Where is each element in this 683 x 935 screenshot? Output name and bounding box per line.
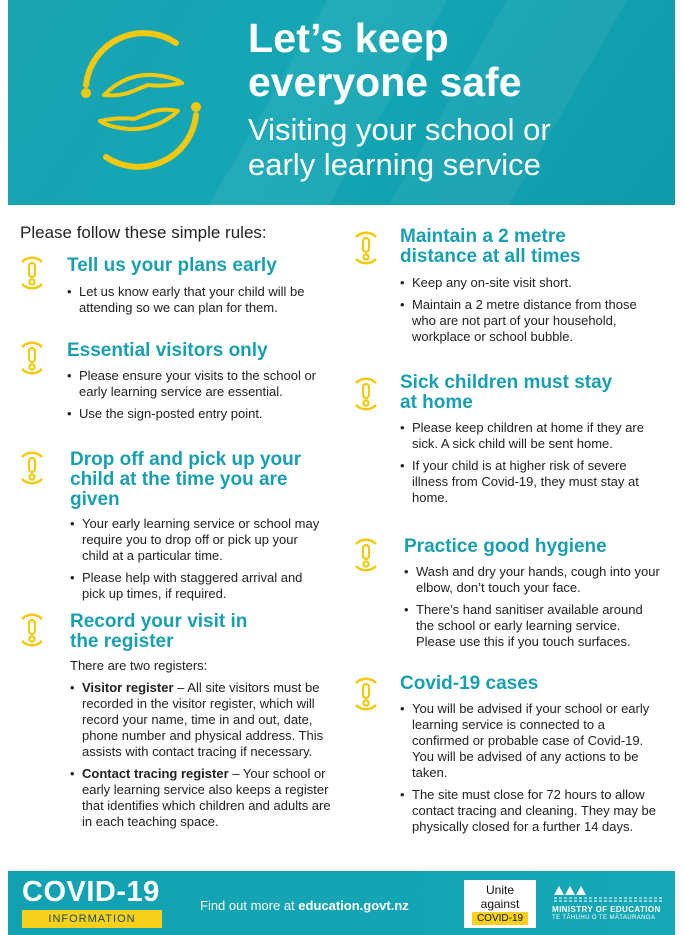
title-line-2: everyone safe xyxy=(248,59,522,105)
visitor-register-label: Visitor register xyxy=(82,680,174,695)
unite-covid-text: COVID-19 xyxy=(472,912,528,925)
section-bullets-dropoff xyxy=(70,516,328,608)
title-line-1: Let’s keep xyxy=(248,15,450,61)
section-title-register-1: Record your visit in xyxy=(70,611,248,632)
section-title-distance-1: Maintain a 2 metre xyxy=(400,226,566,247)
section-title-sick-2: at home xyxy=(400,392,473,413)
ministry-name: MINISTRY OF EDUCATION xyxy=(552,905,661,914)
bullet-item xyxy=(70,680,332,760)
alert-circle-icon xyxy=(14,340,50,376)
contact-register-label: Contact tracing register xyxy=(82,766,229,781)
section-title-hygiene: Practice good hygiene xyxy=(404,536,607,557)
section-title-essential: Essential visitors only xyxy=(67,340,268,361)
mountains-icon xyxy=(554,883,588,897)
section-title-register-2: the register xyxy=(70,631,174,652)
unite-against-covid-logo xyxy=(464,880,536,928)
section-bullets-sick xyxy=(400,420,662,512)
bullet-item: • Let us know early that your child will be attending so we can plan for them. xyxy=(67,284,327,316)
section-title-distance-2: distance at all times xyxy=(400,246,581,267)
section-bullets-plans xyxy=(67,284,327,322)
bullet-item: • Use the sign-posted entry point. xyxy=(67,406,327,422)
section-title-cases: Covid-19 cases xyxy=(400,673,539,694)
alert-circle-icon xyxy=(14,612,50,648)
bullet-item: • Please keep children at home if they are sick. A sick child will be sent home. xyxy=(400,420,662,452)
bullet-item: • Keep any on-site visit short. xyxy=(400,275,662,291)
alert-circle-icon xyxy=(348,676,384,712)
section-title-plans: Tell us your plans early xyxy=(67,255,277,276)
unite-text: Unite xyxy=(485,883,514,897)
alert-circle-icon xyxy=(14,255,50,291)
section-title-dropoff-2: child at the time you are xyxy=(70,469,288,490)
intro-text: Please follow these simple rules: xyxy=(20,223,267,242)
contact-register-text: – Your school or early learning service also keeps a register that identifies which children and adults are in each teaching space. xyxy=(82,766,331,829)
bullet-item: • There’s hand sanitiser available around the school or early learning service. Please use this if you touch surfaces. xyxy=(404,602,662,650)
alert-circle-icon xyxy=(14,450,50,486)
find-out-more xyxy=(200,898,409,913)
hands-circle-icon xyxy=(66,25,216,175)
alert-circle-icon xyxy=(348,230,384,266)
bullet-item: • Please help with staggered arrival and pick up times, if required. xyxy=(70,570,328,602)
section-bullets-cases xyxy=(400,701,662,841)
bullet-item: • You will be advised if your school or early learning service is connected to a confirmed or probable case of Covid-19. You will be advised of any actions to be taken. xyxy=(400,701,662,781)
alert-circle-icon xyxy=(348,537,384,573)
bullet-item: • The site must close for 72 hours to allow contact tracing and cleaning. They may be physically closed for a further 14 days. xyxy=(400,787,662,835)
section-bullets-essential xyxy=(67,368,327,428)
section-bullets-register xyxy=(70,658,332,836)
footer-bar xyxy=(8,871,675,935)
against-text: against xyxy=(480,897,520,911)
visitor-register-text: – All site visitors must be recorded in the visitor register, which will record your name, time in and out, date, phone number and physical address. This assists with contact tracing if necessary. xyxy=(82,680,324,759)
alert-circle-icon xyxy=(348,376,384,412)
wave-lines-icon xyxy=(554,896,664,904)
section-title-dropoff-1: Drop off and pick up your xyxy=(70,449,302,470)
covid-logo-text: COVID-19 xyxy=(22,876,160,908)
section-bullets-distance xyxy=(400,275,662,351)
bullet-item: • Wash and dry your hands, cough into your elbow, don’t touch your face. xyxy=(404,564,662,596)
section-title-sick-1: Sick children must stay xyxy=(400,372,613,393)
education-link[interactable]: education.govt.nz xyxy=(298,898,409,913)
information-label: INFORMATION xyxy=(22,910,162,928)
bullet-item: • Please ensure your visits to the school or early learning service are essential. xyxy=(67,368,327,400)
bullet-item xyxy=(70,766,332,830)
section-bullets-hygiene xyxy=(404,564,662,656)
subtitle-line-2: early learning service xyxy=(248,147,541,182)
subtitle-line-1: Visiting your school or xyxy=(248,112,551,147)
register-intro: There are two registers: xyxy=(70,658,208,673)
header-banner xyxy=(8,0,675,205)
find-out-prefix: Find out more at xyxy=(200,898,299,913)
bullet-item: • Your early learning service or school may require you to drop off or pick up your child at a particular time. xyxy=(70,516,328,564)
ministry-maori-name: TE TĀHUHU O TE MĀTAURANGA xyxy=(552,915,656,921)
bullet-item: • If your child is at higher risk of severe illness from Covid-19, they must stay at home. xyxy=(400,458,662,506)
section-title-dropoff-3: given xyxy=(70,489,120,510)
bullet-item: • Maintain a 2 metre distance from those who are not part of your household, workplace or school bubble. xyxy=(400,297,662,345)
